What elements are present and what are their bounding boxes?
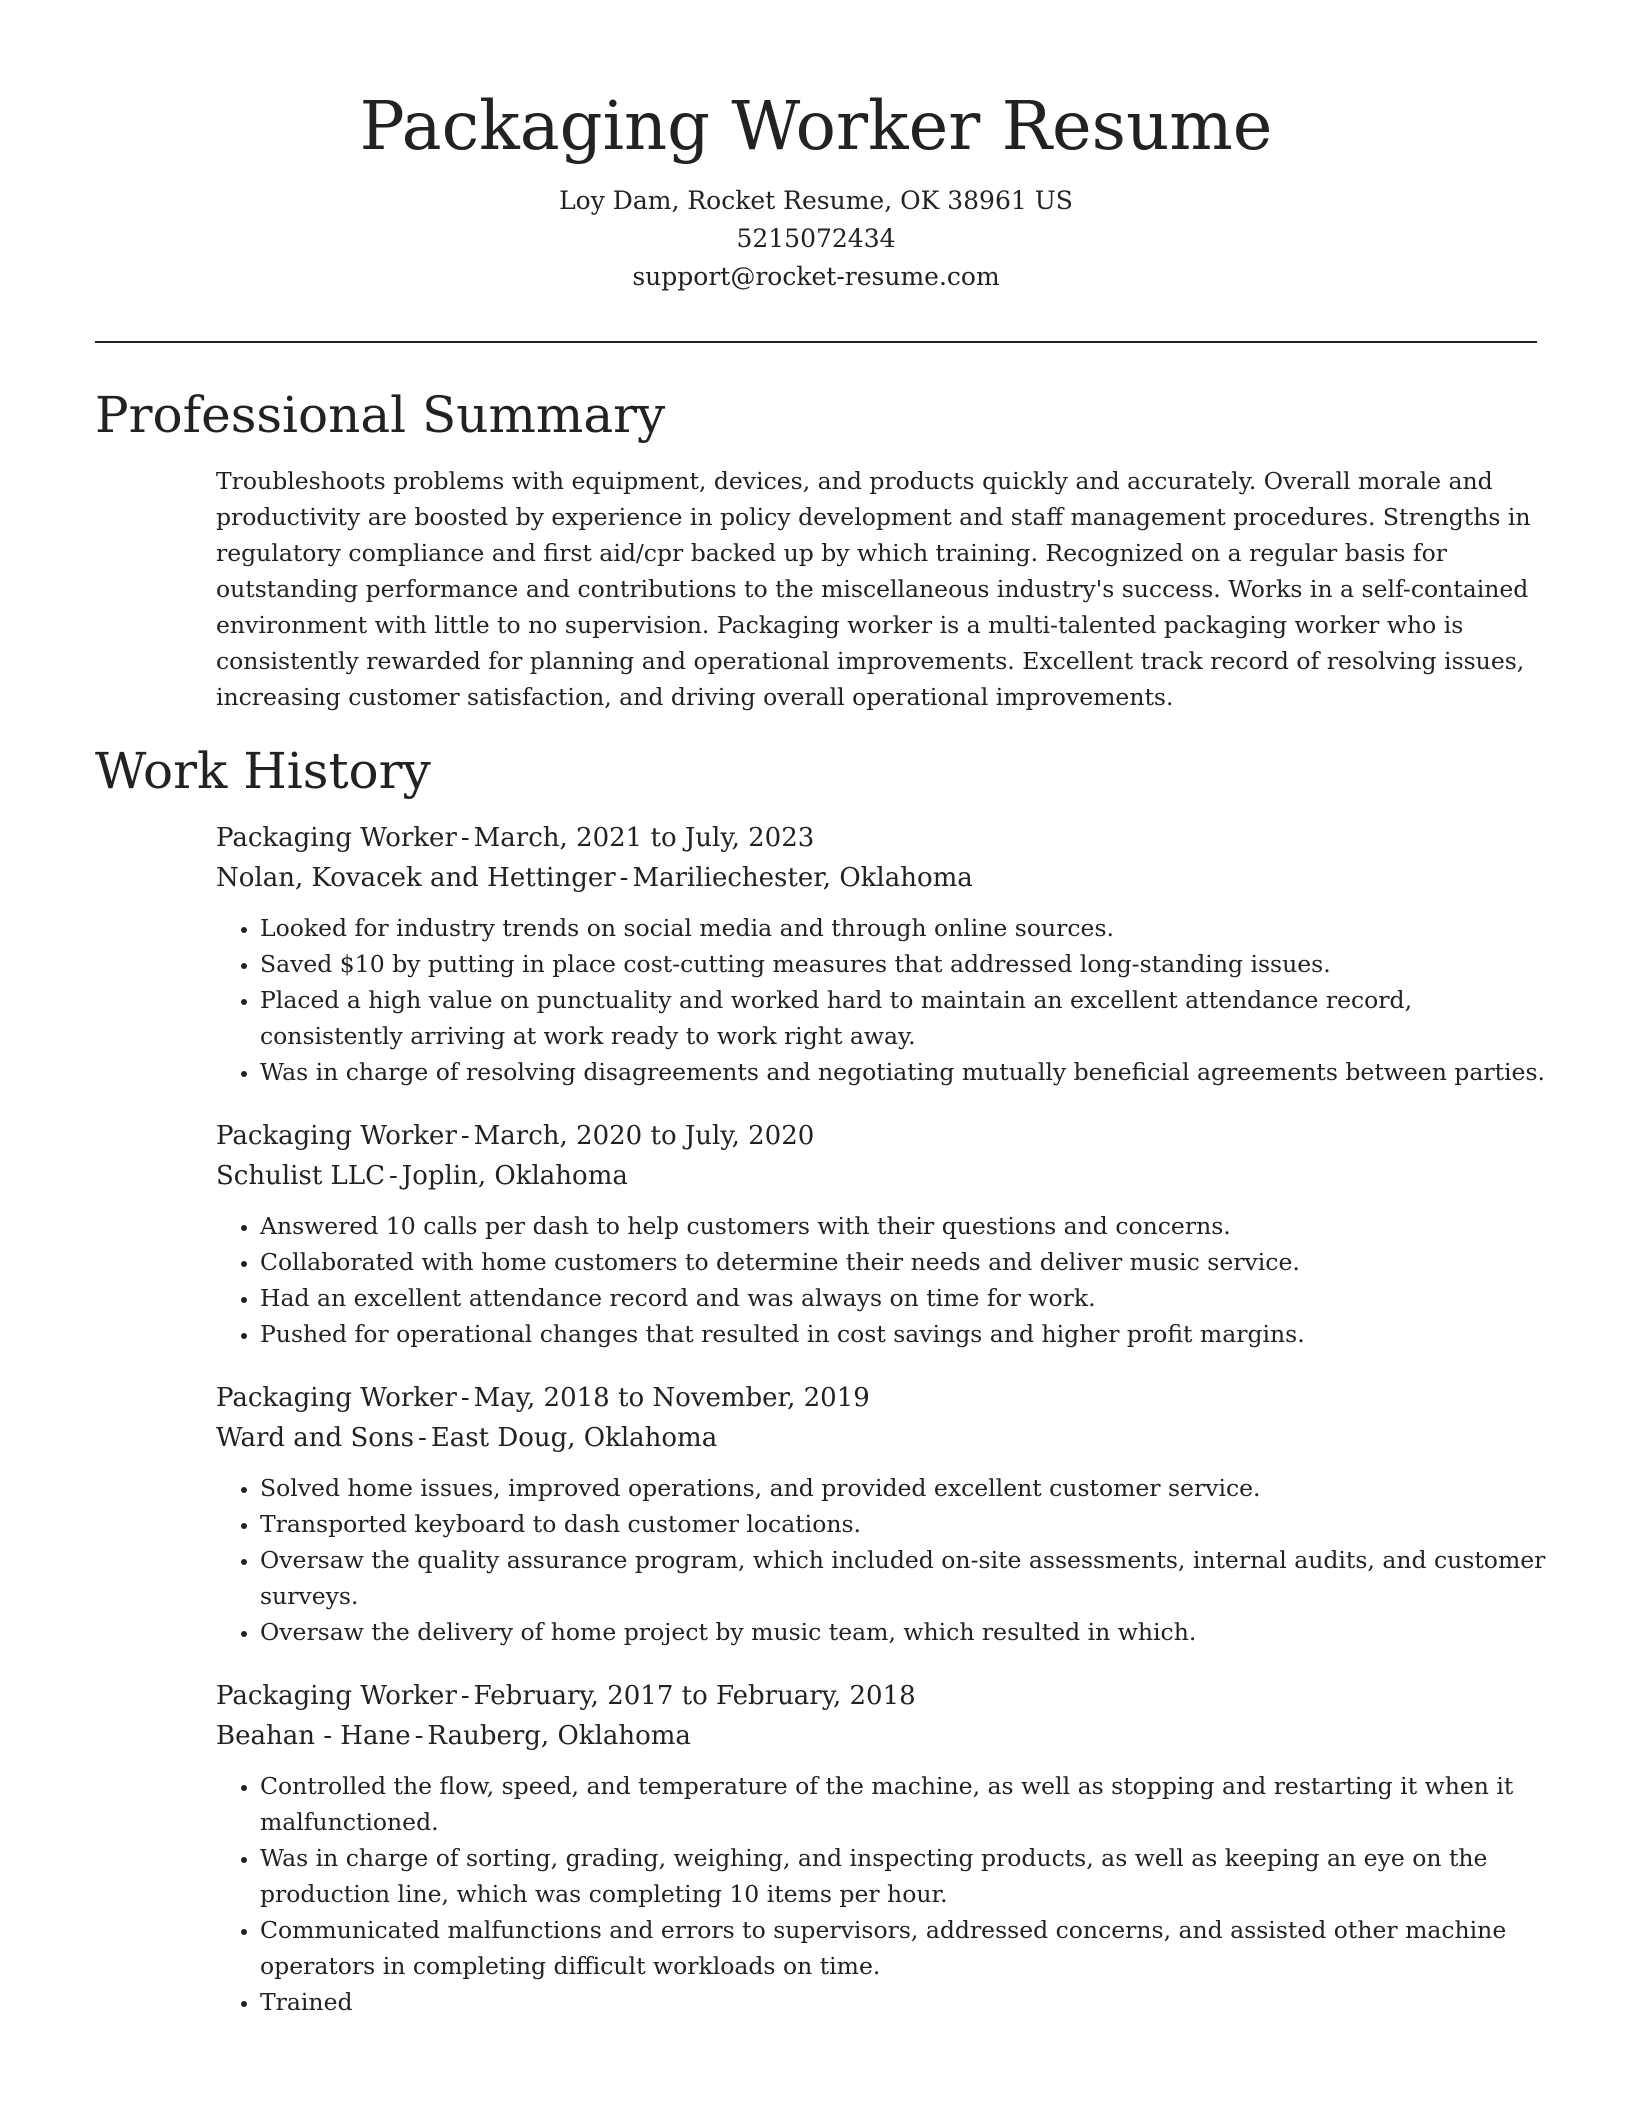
- job-bullets: [216, 910, 1546, 1090]
- job-title-line: [216, 1676, 1546, 1716]
- job-company-line: [216, 1156, 1546, 1196]
- job-bullet: • Pushed for operational changes that resulted in cost savings and higher profit margins.: [260, 1316, 1546, 1352]
- job-bullet: • Trained: [260, 1984, 1546, 2020]
- job-bullet: • Was in charge of resolving disagreements and negotiating mutually beneficial agreements between parties.: [260, 1054, 1546, 1090]
- job-location: Mariliechester, Oklahoma: [632, 863, 973, 893]
- job-dates: March, 2020 to July, 2020: [473, 1121, 815, 1151]
- job-title: Packaging Worker: [216, 1383, 457, 1413]
- job-company: Schulist LLC: [216, 1161, 385, 1191]
- job-bullets: [216, 1208, 1546, 1352]
- job-bullet: • Looked for industry trends on social media and through online sources.: [260, 910, 1546, 946]
- summary-text: Troubleshoots problems with equipment, devices, and products quickly and accurately. Overall morale and productivity are boosted by experience in policy development and staff management procedures. Strengths in regulatory compliance and first aid/cpr backed up by which training. Recognized on a regular basis for outstanding performance and contributions to the miscellaneous industry's success. Works in a self-contained environment with little to no supervision. Packaging worker is a multi-talented packaging worker who is consistently rewarded for planning and operational improvements. Excellent track record of resolving issues, increasing customer satisfaction, and driving overall operational improvements.: [216, 467, 1531, 711]
- job-entry: [216, 1116, 1546, 1352]
- resume-title: Packaging Worker Resume: [359, 87, 1273, 165]
- job-entry: [216, 818, 1546, 1090]
- job-company-line: [216, 1716, 1546, 1756]
- summary-heading: Professional Summary: [95, 386, 666, 444]
- separator: -: [388, 1161, 398, 1191]
- separator: -: [619, 863, 629, 893]
- job-company: Ward and Sons: [216, 1423, 415, 1453]
- header-divider: [95, 341, 1537, 343]
- work-history-heading: Work History: [95, 742, 431, 800]
- contact-address: Loy Dam, Rocket Resume, OK 38961 US: [559, 186, 1073, 215]
- separator: -: [418, 1423, 427, 1453]
- job-title-line: [216, 818, 1546, 858]
- job-title: Packaging Worker: [216, 823, 457, 853]
- job-entry: [216, 1378, 1546, 1650]
- job-bullets: [216, 1768, 1546, 2020]
- contact-email: support@rocket-resume.com: [632, 262, 1000, 291]
- job-title-line: [216, 1378, 1546, 1418]
- job-title: Packaging Worker: [216, 1681, 457, 1711]
- job-company-line: [216, 858, 1546, 898]
- job-bullet: • Was in charge of sorting, grading, weighing, and inspecting products, as well as keeping an eye on the production line, which was completing 10 items per hour.: [260, 1840, 1546, 1912]
- job-bullet: • Transported keyboard to dash customer locations.: [260, 1506, 1546, 1542]
- job-location: Rauberg, Oklahoma: [427, 1721, 691, 1751]
- contact-phone: 5215072434: [736, 224, 896, 253]
- job-bullet: • Solved home issues, improved operations, and provided excellent customer service.: [260, 1470, 1546, 1506]
- separator: -: [414, 1721, 424, 1751]
- work-history-list: [216, 818, 1546, 2046]
- job-bullet: • Communicated malfunctions and errors to supervisors, addressed concerns, and assisted other machine operators in completing difficult workloads on time.: [260, 1912, 1546, 1984]
- job-location: East Doug, Oklahoma: [430, 1423, 718, 1453]
- separator: -: [460, 1121, 470, 1151]
- job-bullet: • Answered 10 calls per dash to help customers with their questions and concerns.: [260, 1208, 1546, 1244]
- job-bullet: • Collaborated with home customers to determine their needs and deliver music service.: [260, 1244, 1546, 1280]
- job-bullets: [216, 1470, 1546, 1650]
- job-company-line: [216, 1418, 1546, 1458]
- job-dates: May, 2018 to November, 2019: [473, 1383, 870, 1413]
- job-title: Packaging Worker: [216, 1121, 457, 1151]
- job-dates: March, 2021 to July, 2023: [473, 823, 815, 853]
- contact-block: [0, 182, 1632, 296]
- separator: -: [460, 823, 470, 853]
- job-entry: [216, 1676, 1546, 2020]
- job-bullet: • Oversaw the delivery of home project by music team, which resulted in which.: [260, 1614, 1546, 1650]
- job-title-line: [216, 1116, 1546, 1156]
- job-dates: February, 2017 to February, 2018: [473, 1681, 916, 1711]
- job-bullet: • Saved $10 by putting in place cost-cutting measures that addressed long-standing issues.: [260, 946, 1546, 982]
- separator: -: [460, 1681, 470, 1711]
- job-bullet: • Oversaw the quality assurance program, which included on-site assessments, internal audits, and customer surveys.: [260, 1542, 1546, 1614]
- job-company: Beahan - Hane: [216, 1721, 411, 1751]
- job-company: Nolan, Kovacek and Hettinger: [216, 863, 616, 893]
- resume-header: [0, 0, 1632, 296]
- job-location: Joplin, Oklahoma: [401, 1161, 628, 1191]
- job-bullet: • Placed a high value on punctuality and worked hard to maintain an excellent attendance record, consistently arriving at work ready to work right away.: [260, 982, 1546, 1054]
- separator: -: [460, 1383, 470, 1413]
- job-bullet: • Had an excellent attendance record and was always on time for work.: [260, 1280, 1546, 1316]
- job-bullet: • Controlled the flow, speed, and temperature of the machine, as well as stopping and restarting it when it malfunctioned.: [260, 1768, 1546, 1840]
